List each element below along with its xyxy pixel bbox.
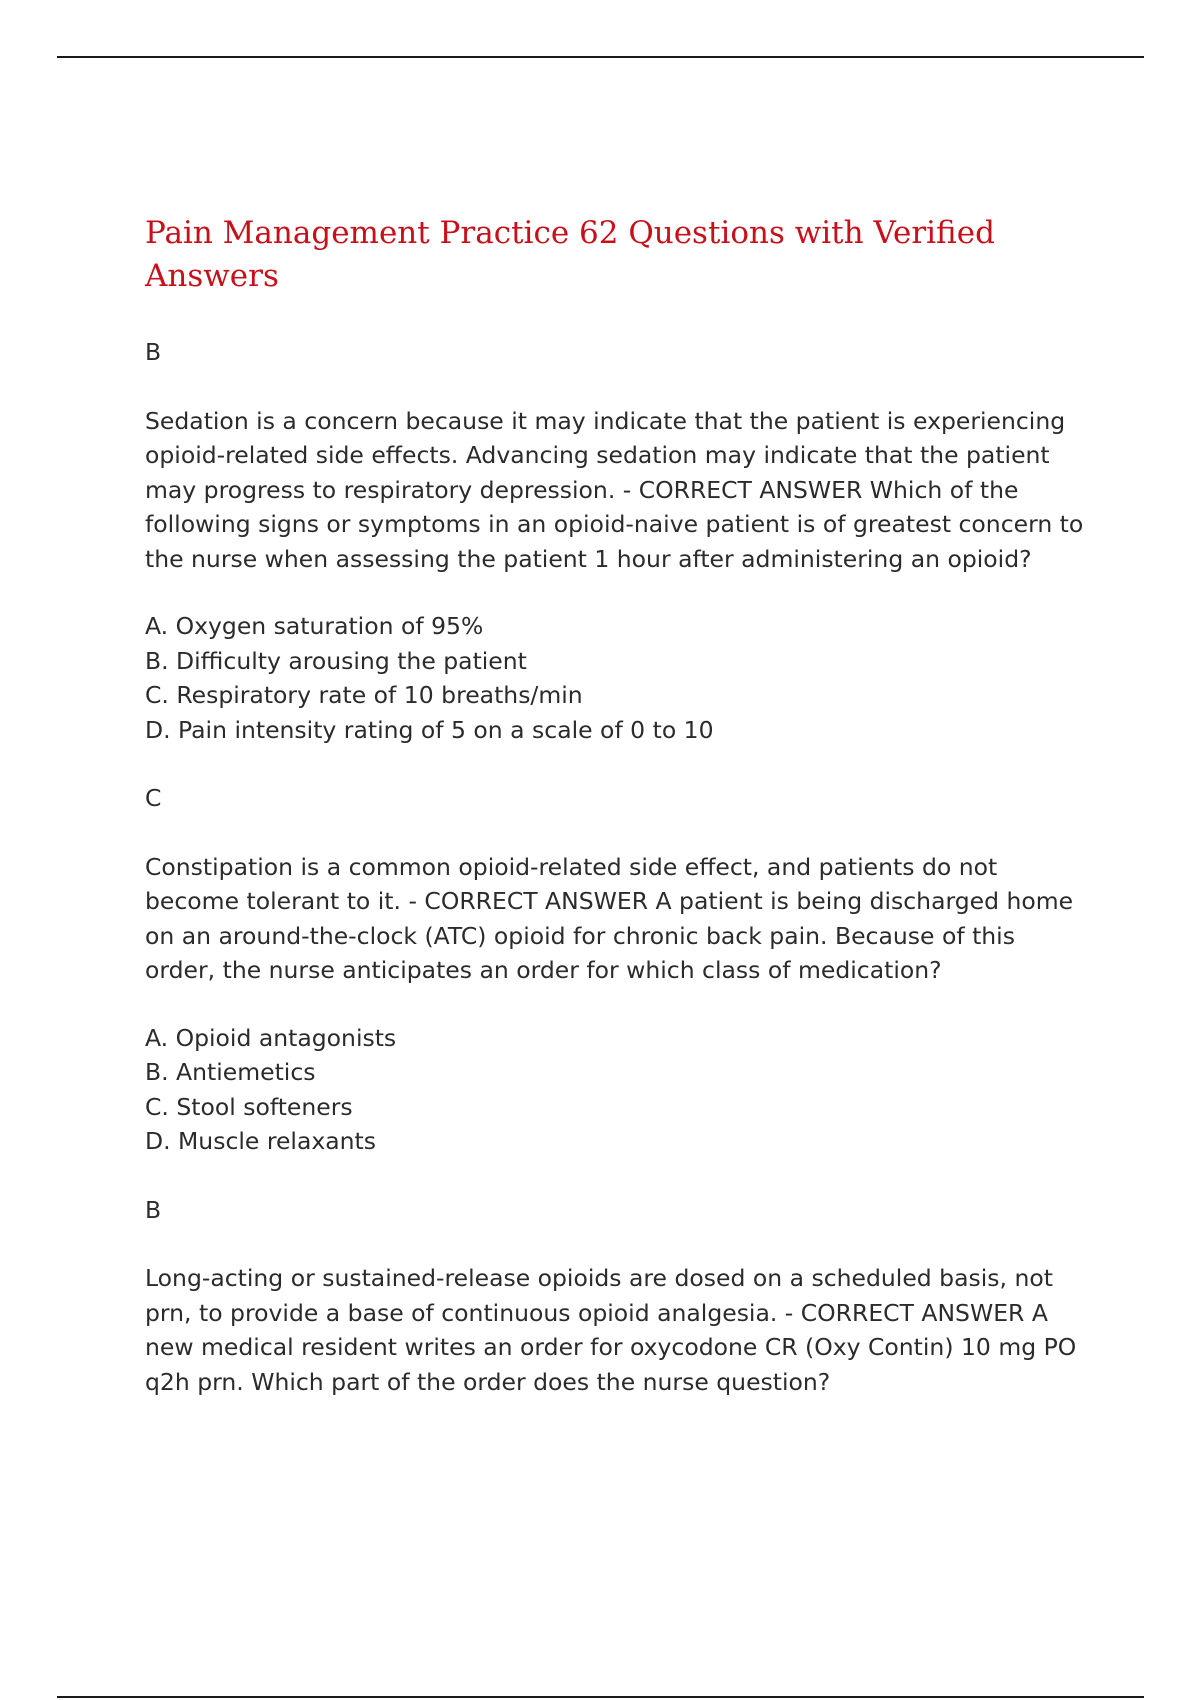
option-item: A. Oxygen saturation of 95%: [145, 612, 484, 640]
answer-letter: B: [145, 1195, 162, 1224]
option-item: B. Antiemetics: [145, 1058, 316, 1086]
option-item: B. Difficulty arousing the patient: [145, 646, 527, 675]
document-body: [145, 212, 1085, 1399]
answer-letter: B: [145, 338, 162, 366]
explanation-text: Long-acting or sustained-release opioids are dosed on a scheduled basis, not prn, to provide a base of continuous opioid analgesia. - CORRECT ANSWER A new medical resident writes an order for oxycodone CR (Oxy Contin) 10 mg PO q2h prn. Which part of the order does the nurse question?: [145, 1264, 1077, 1396]
answer-letter: C: [145, 784, 162, 812]
explanation-text: Sedation is a concern because it may indicate that the patient is experiencing opioid-related side effects. Advancing sedation may indicate that the patient may progress to respiratory depression. - CORRECT ANSWER Which of the following signs or symptoms in an opioid-naive patient is of greatest concern to the nurse when assessing the patient 1 hour after administering an opioid?: [145, 406, 1084, 573]
option-item: A. Opioid antagonists: [145, 1023, 397, 1052]
option-item: C. Respiratory rate of 10 breaths/min: [145, 681, 583, 709]
footer-rule: [57, 1696, 1144, 1698]
option-item: D. Pain intensity rating of 5 on a scale of 0 to 10: [145, 715, 714, 744]
header-rule: [57, 56, 1144, 58]
document-title: Pain Management Practice 62 Questions with Verified Answers: [145, 215, 995, 294]
option-item: D. Muscle relaxants: [145, 1127, 377, 1155]
explanation-text: Constipation is a common opioid-related side effect, and patients do not become tolerant to it. - CORRECT ANSWER A patient is being discharged home on an around-the-clock (ATC) opioid for chronic back pain. Because of this order, the nurse anticipates an order for which class of medication?: [145, 852, 1074, 984]
option-item: C. Stool softeners: [145, 1092, 353, 1121]
option-list: [145, 1021, 1085, 1159]
option-list: [145, 609, 1085, 747]
